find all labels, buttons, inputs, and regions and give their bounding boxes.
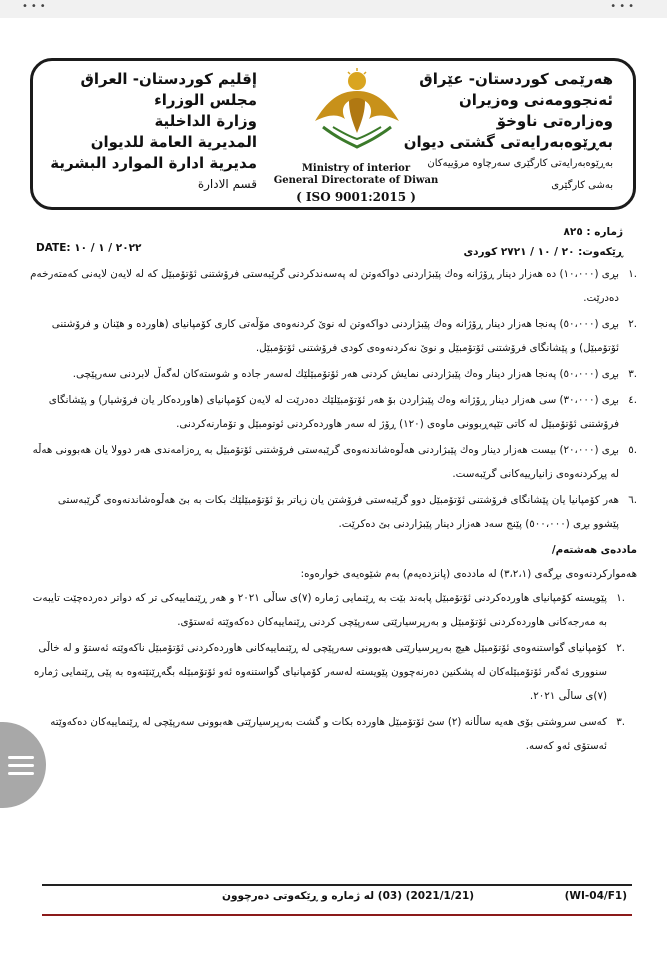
status-dots-right: ••• [610, 1, 637, 12]
handle-grip-icon [8, 764, 34, 767]
kurdistan-eagle-emblem-icon [309, 67, 405, 151]
letterhead-box [30, 58, 636, 210]
paragraph-text: بڕی (٥٠،٠٠٠) پەنجا هەزار دینار وەك پێبژاردنی نمایش کردنی هەر ئۆتۆمبێلێك لەسەر جادە و شوستەکان لەگەڵ لابردنی سەرپێچی. [72, 368, 619, 380]
kurdish-header-line: هەرێمی کوردستان- عێراق [419, 70, 613, 88]
sub-paragraph-number: .١ [616, 592, 625, 604]
document-date: DATE: ٢٠٢٢ / ١ / ١٠ [36, 242, 142, 254]
sub-paragraph-number: .٢ [616, 642, 625, 654]
handle-grip-icon [8, 756, 34, 759]
kurdish-header-line: بەڕێوەبەرایەتی کارگێری سەرچاوە مرۆییەکان [427, 158, 613, 169]
document-body [30, 262, 637, 760]
sub-paragraph-number: .٣ [616, 716, 625, 728]
paragraph-number: .٣ [628, 368, 637, 380]
paragraph-number: .٦ [628, 494, 637, 506]
paragraph [30, 438, 637, 486]
paragraph-number: .٥ [628, 444, 637, 456]
article-title: ماددەی هەشتەم/ [551, 544, 637, 556]
paragraph [30, 362, 637, 386]
footer-issue-info: (2021/1/21) (03) لە ژمارە و ڕێکەوتی دەرچوون [222, 890, 475, 902]
article-intro: هەموارکردنەوەی بڕگەی (٣،٢،١) لە ماددەی (پانزدەیەم) بەم شێوەیەی خوارەوە: [300, 568, 637, 580]
footer-form-code: (WI-04/F1) [564, 890, 627, 902]
iso-badge: ( ISO 9001:2015 ) [296, 190, 416, 204]
arabic-header-line: مجلس الوزراء [154, 91, 257, 109]
paragraph [30, 488, 637, 536]
arabic-header-line: مديرية ادارة الموارد البشرية [50, 154, 257, 172]
sub-paragraph [30, 636, 637, 708]
reference-date-kurdish: ڕێکەوت: ٢٠ / ١٠ / ٢٧٢١ کوردی [463, 246, 623, 258]
arabic-header [50, 69, 257, 195]
kurdish-header-line: ئەنجوومەنی وەزیران [458, 91, 613, 109]
sub-paragraph-text: پێویستە کۆمپانیای هاوردەکردنی ئۆتۆمبێل پابەند بێت بە ڕێنمایی ژمارە (٧)ی ساڵی ٢٠٢١ و هەر ڕێنماییەکی تر کە دواتر دەردەچێت تایبەت بە مەرجەکانی هاوردەکردنی ئۆتۆمبێل و بەرپرسیارێتی سەرپێچی کردنی ڕێنماییەکان دەکەوێتە ئەستۆی. [32, 592, 607, 628]
arabic-header-line: قسم الادارة [197, 177, 257, 191]
kurdish-header-line: بەشی کارگێری [551, 180, 613, 191]
paragraph-text: بڕی (٥٠،٠٠٠) پەنجا هەزار دینار ڕۆژانە وەك پێبژاردنی دواکەوتن لە نوێ کردنەوەی مۆڵەتی کاری کۆمپانیای (هاوردە و هێنان و فرۆشتنی ئۆتۆمبێل) و پێشانگای فرۆشتنی ئۆتۆمبێل و نوێ نەکردنەوەی کودی فرۆشتنی ئۆتۆمبێل. [51, 318, 619, 354]
handle-grip-icon [8, 772, 34, 775]
paragraph-number: .٢ [628, 318, 637, 330]
arabic-header-line: المديرية العامة للديوان [90, 133, 257, 151]
reference-block [463, 222, 623, 262]
paragraph-number: .١ [628, 268, 637, 280]
paragraph [30, 262, 637, 310]
status-bar [0, 0, 667, 18]
paragraph [30, 388, 637, 436]
ministry-english-block [271, 163, 441, 204]
arabic-header-line: إقليم كوردستان- العراق [80, 70, 257, 88]
kurdish-header-line: وەزارەتی ناوخۆ [496, 112, 613, 130]
paragraph-text: بڕی (٢٠،٠٠٠) بیست هەزار دینار وەك پێبژاردنی هەڵوەشاندنەوەی گرێبەستی فرۆشتنی ئۆتۆمبێل بە ڕەزامەندی هەر دوولا یان هەبوونی هەڵە لە پڕکردنەوەی زانیارییەکانی گرێبەست. [32, 444, 619, 480]
paragraph-text: بڕی (٣٠،٠٠٠) سی هەزار دینار ڕۆژانە وەك پێبژاردن بۆ هەر ئۆتۆمبێلێك دەدرێت لە لایەن کۆمپانیای (هاوردەکار یان فرۆشیار) و پێشانگای فرۆشتنی ئۆتۆمبێل لە کاتی تێپەڕبوونی ماوەی (١٢٠) ڕۆژ لە سەر هاوردەکردنی ئوتومبێل و تۆمارنەکردنی. [48, 394, 619, 430]
footer-divider [42, 884, 632, 886]
paragraph-text: بڕی (١٠،٠٠٠) دە هەزار دینار ڕۆژانە وەك پێبژاردنی دواکەوتن لە پەسەندکردنی گرێبەستی فرۆشتنی ئۆتۆمبێل کە لە لایەن لایەنی کەمتەرخەم دەدرێت. [30, 268, 619, 304]
footer-divider-red [42, 914, 632, 916]
reference-number: ژمارە : ٨٢٥ [563, 226, 623, 238]
directorate-english: General Directorate of Diwan [273, 175, 439, 186]
status-dots-left: ••• [22, 1, 49, 12]
paragraph [30, 312, 637, 360]
sub-paragraph-text: کەسی سروشتی بۆی هەیە ساڵانە (٢) سێ ئۆتۆمبێل هاوردە بکات و گشت بەرپرسیارێتی هەبوونی سەرپێچی لە ڕێنماییەکان دەکەوێتە ئەستۆی ئەو کەسە. [50, 716, 607, 752]
paragraph-text: هەر کۆمپانیا یان پێشانگای فرۆشتنی ئۆتۆمبێل دوو گرێبەستی فرۆشتن یان زیاتر بۆ ئۆتۆمبێلێك بکات بە بێ هەڵوەشاندنەوەی گرێبەستی پێشوو بڕی (٥٠٠،٠٠٠) پێنج سەد هەزار دینار پێبژاردنی بێ دەکرێت. [57, 494, 619, 530]
arabic-header-line: وزارة الداخلية [154, 112, 257, 130]
paragraph-number: .٤ [628, 394, 637, 406]
sub-paragraph-text: کۆمپانیای گواستنەوەی ئۆتۆمبێل هیچ بەرپرسیارێتی هەبوونی سەرپێچی لە ڕێنماییەکانی هاوردەکردنی ئۆتۆمبێل ناکەوێتە ئەستۆ و لە خاڵی سنووری ئەگەر ئۆتۆمبێلەکان لە پشکنین دەرنەچوون پێویستە لەسەر کۆمپانیای گواستنەوە ئەو ئۆتۆمبێلە بگەڕێنێتەوە بە پێی ڕێنمایی ژمارە (٧)ی ساڵی ٢٠٢١. [33, 642, 607, 702]
sub-paragraph [30, 586, 637, 634]
sub-paragraph [30, 710, 637, 758]
kurdish-header-line: بەڕێوەبەرایەتی گشتی دیوان [403, 133, 613, 151]
ministry-english: Ministry of interior [301, 163, 411, 174]
